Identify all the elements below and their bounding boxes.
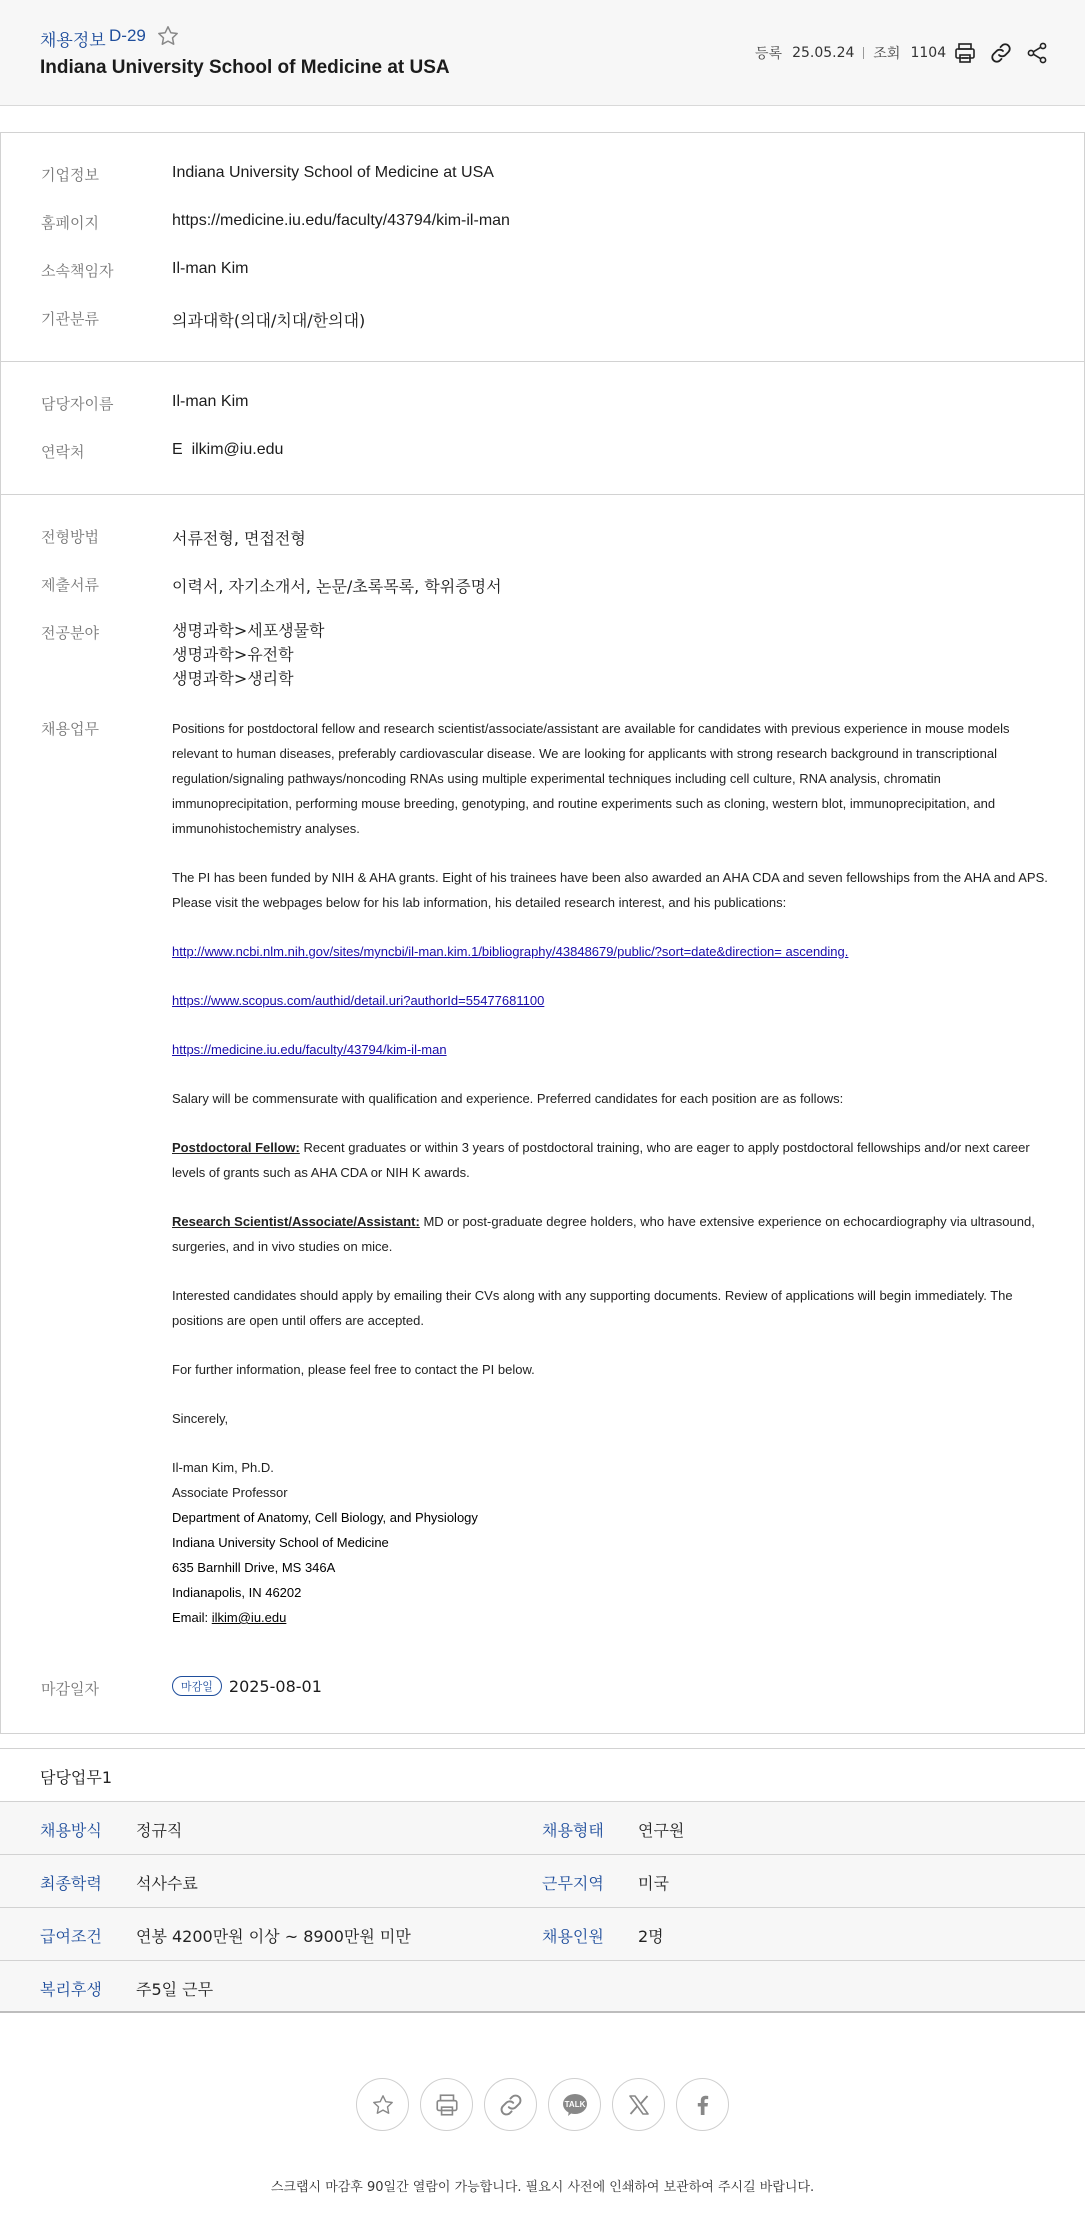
job-form-value: 연구원 bbox=[638, 1821, 685, 1840]
method-value: 서류전형, 면접전형 bbox=[172, 529, 306, 548]
job-description bbox=[172, 716, 1052, 1630]
scrap-notice: 스크랩시 마감후 90일간 열람이 가능합니다. 필요시 사전에 인쇄하여 보관하여 주시길 바랍니다. bbox=[270, 2180, 815, 2195]
education-value: 석사수료 bbox=[136, 1874, 198, 1893]
faculty-link[interactable]: https://medicine.iu.edu/faculty/43794/kim-il-man bbox=[172, 1042, 447, 1057]
postdoc-title: Postdoctoral Fellow: bbox=[172, 1140, 300, 1155]
link-icon[interactable] bbox=[988, 40, 1013, 65]
views-count: 1104 bbox=[910, 45, 947, 61]
headcount-label: 채용인원 bbox=[542, 1927, 604, 1946]
facebook-icon bbox=[691, 2093, 715, 2117]
docs-value: 이력서, 자기소개서, 논문/초록목록, 학위증명서 bbox=[172, 577, 502, 596]
duty-label: 채용업무 bbox=[41, 720, 99, 738]
deadline-row bbox=[172, 1676, 322, 1696]
job-header bbox=[0, 0, 1085, 106]
major-item: 생명과학>생리학 bbox=[172, 669, 294, 688]
duty-table bbox=[0, 1748, 1085, 2013]
deadline-label: 마감일자 bbox=[41, 1680, 99, 1698]
desc-paragraph: Interested candidates should apply by emailing their CVs along with any supporting documents. Review of applications will begin immediately. The positions are open until offers are accepted. bbox=[172, 1288, 1013, 1328]
signature-title: Associate Professor bbox=[172, 1485, 288, 1500]
registered-label: 등록 bbox=[755, 46, 783, 62]
major-item: 생명과학>유전학 bbox=[172, 645, 294, 664]
method-label: 전형방법 bbox=[41, 528, 99, 546]
table-row bbox=[0, 1907, 1085, 1960]
print-icon[interactable] bbox=[952, 40, 977, 65]
registered-date: 25.05.24 bbox=[792, 45, 855, 61]
scopus-link[interactable]: https://www.scopus.com/authid/detail.uri?authorId=55477681100 bbox=[172, 993, 545, 1008]
x-logo-icon bbox=[627, 2093, 651, 2117]
company-info-label: 기업정보 bbox=[41, 166, 99, 184]
work-region-value: 미국 bbox=[638, 1874, 669, 1893]
salary-label: 급여조건 bbox=[40, 1927, 102, 1946]
facebook-share-button[interactable] bbox=[676, 2078, 729, 2131]
salary-value: 연봉 4200만원 이상 ~ 8900만원 미만 bbox=[136, 1927, 411, 1946]
signature-email-label: Email: bbox=[172, 1610, 212, 1625]
signature-dept: Department of Anatomy, Cell Biology, and Physiology bbox=[172, 1510, 478, 1525]
docs-label: 제출서류 bbox=[41, 576, 99, 594]
section-divider bbox=[1, 361, 1084, 362]
print-button[interactable] bbox=[420, 2078, 473, 2131]
link-icon bbox=[498, 2092, 524, 2118]
major-list bbox=[172, 619, 325, 691]
benefits-label: 복리후생 bbox=[40, 1980, 102, 1999]
contact-label: 연락처 bbox=[41, 443, 85, 461]
pi-label: 소속책임자 bbox=[41, 262, 114, 280]
desc-paragraph: The PI has been funded by NIH & AHA grants. Eight of his trainees have been also awarded an AHA CDA and seven fellowships from the AHA and APS. Please visit the webpages below for his lab information, his detailed research interest, and his publications: bbox=[172, 870, 1048, 910]
pi-value: Il-man Kim bbox=[172, 260, 249, 277]
postdoc-text: Recent graduates or within 3 years of postdoctoral training, who are eager to apply postdoctoral fellowships and/or next career levels of grants such as AHA CDA or NIH K awards. bbox=[172, 1140, 1030, 1180]
headcount-value: 2명 bbox=[638, 1927, 664, 1946]
views-label: 조회 bbox=[873, 46, 901, 62]
ncbi-link[interactable]: http://www.ncbi.nlm.nih.gov/sites/myncbi/il-man.kim.1/bibliography/43848679/public/?sort=date&direction= ascending. bbox=[172, 944, 849, 959]
desc-paragraph: Salary will be commensurate with qualification and experience. Preferred candidates for each position are as follows: bbox=[172, 1091, 844, 1106]
bookmark-star-icon[interactable] bbox=[156, 24, 180, 48]
share-icon[interactable] bbox=[1024, 40, 1049, 65]
rs-paragraph bbox=[172, 1209, 1052, 1259]
contact-email[interactable]: ilkim@iu.edu bbox=[191, 441, 284, 458]
education-label: 최종학력 bbox=[40, 1874, 102, 1893]
post-meta bbox=[755, 43, 946, 63]
rs-title: Research Scientist/Associate/Assistant: bbox=[172, 1214, 420, 1229]
homepage-link[interactable]: https://medicine.iu.edu/faculty/43794/kim-il-man bbox=[172, 212, 510, 229]
contact-name-value: Il-man Kim bbox=[172, 393, 249, 410]
dday-badge: D-29 bbox=[109, 26, 146, 45]
contact-name-label: 담당자이름 bbox=[41, 395, 114, 413]
category-label: 채용정보 bbox=[40, 31, 106, 51]
header-toolbar bbox=[952, 40, 1049, 65]
desc-paragraph: For further information, please feel free to contact the PI below. bbox=[172, 1362, 535, 1377]
work-region-label: 근무지역 bbox=[542, 1874, 604, 1893]
job-info-box bbox=[0, 132, 1085, 1734]
homepage-label: 홈페이지 bbox=[41, 214, 99, 232]
postdoc-paragraph bbox=[172, 1135, 1052, 1185]
employment-type-label: 채용방식 bbox=[40, 1821, 102, 1840]
kakaotalk-share-button[interactable] bbox=[548, 2078, 601, 2131]
scrap-star-button[interactable] bbox=[356, 2078, 409, 2131]
company-info-value: Indiana University School of Medicine at USA bbox=[172, 164, 494, 181]
copy-link-button[interactable] bbox=[484, 2078, 537, 2131]
star-icon bbox=[371, 2093, 395, 2117]
org-type-label: 기관분류 bbox=[41, 310, 99, 328]
signature-email-row bbox=[172, 1605, 1052, 1630]
table-row bbox=[0, 1801, 1085, 1854]
table-row bbox=[0, 1960, 1085, 2013]
org-type-value: 의과대학(의대/치대/한의대) bbox=[172, 311, 366, 330]
section-divider bbox=[1, 494, 1084, 495]
kakaotalk-icon bbox=[561, 2091, 589, 2119]
signature-email-link[interactable]: ilkim@iu.edu bbox=[211, 1610, 287, 1625]
benefits-value: 주5일 근무 bbox=[136, 1980, 214, 1999]
signature-school: Indiana University School of Medicine bbox=[172, 1535, 389, 1550]
table-row bbox=[0, 1854, 1085, 1907]
major-item: 생명과학>세포생물학 bbox=[172, 621, 325, 640]
share-bar bbox=[356, 2078, 729, 2131]
desc-paragraph: Sincerely, bbox=[172, 1411, 229, 1426]
email-prefix: E bbox=[172, 441, 183, 458]
page-title: Indiana University School of Medicine at USA bbox=[40, 57, 450, 78]
duty-title: 담당업무1 bbox=[0, 1748, 1085, 1801]
rs-text: MD or post-graduate degree holders, who have extensive experience on echocardiography via ultrasound, surgeries, and in vivo studies on mice. bbox=[172, 1214, 1035, 1254]
desc-paragraph: Positions for postdoctoral fellow and research scientist/associate/assistant are available for candidates with previous experience in mouse models relevant to human diseases, preferably cardiovascular disease. We are looking for applicants with strong research background in transcriptional regulation/signaling pathways/noncoding RNAs using multiple experimental techniques including cell culture, RNA analysis, chromatin immunoprecipitation, performing mouse breeding, genotyping, and routine experiments such as cloning, western blot, immunoprecipitation, and immunohistochemistry analyses. bbox=[172, 721, 1010, 836]
print-icon bbox=[434, 2092, 460, 2118]
meta-divider bbox=[863, 47, 864, 59]
signature-name: Il-man Kim, Ph.D. bbox=[172, 1460, 274, 1475]
contact-email-row bbox=[172, 441, 283, 459]
job-form-label: 채용형태 bbox=[542, 1821, 604, 1840]
major-label: 전공분야 bbox=[41, 624, 99, 642]
kakaotalk-label: TALK bbox=[564, 2099, 585, 2109]
deadline-date: 2025-08-01 bbox=[228, 1677, 322, 1696]
deadline-badge: 마감일 bbox=[172, 1676, 222, 1696]
employment-type-value: 정규직 bbox=[136, 1821, 183, 1840]
signature-address: 635 Barnhill Drive, MS 346A bbox=[172, 1560, 336, 1575]
x-share-button[interactable] bbox=[612, 2078, 665, 2131]
signature-city: Indianapolis, IN 46202 bbox=[172, 1585, 302, 1600]
